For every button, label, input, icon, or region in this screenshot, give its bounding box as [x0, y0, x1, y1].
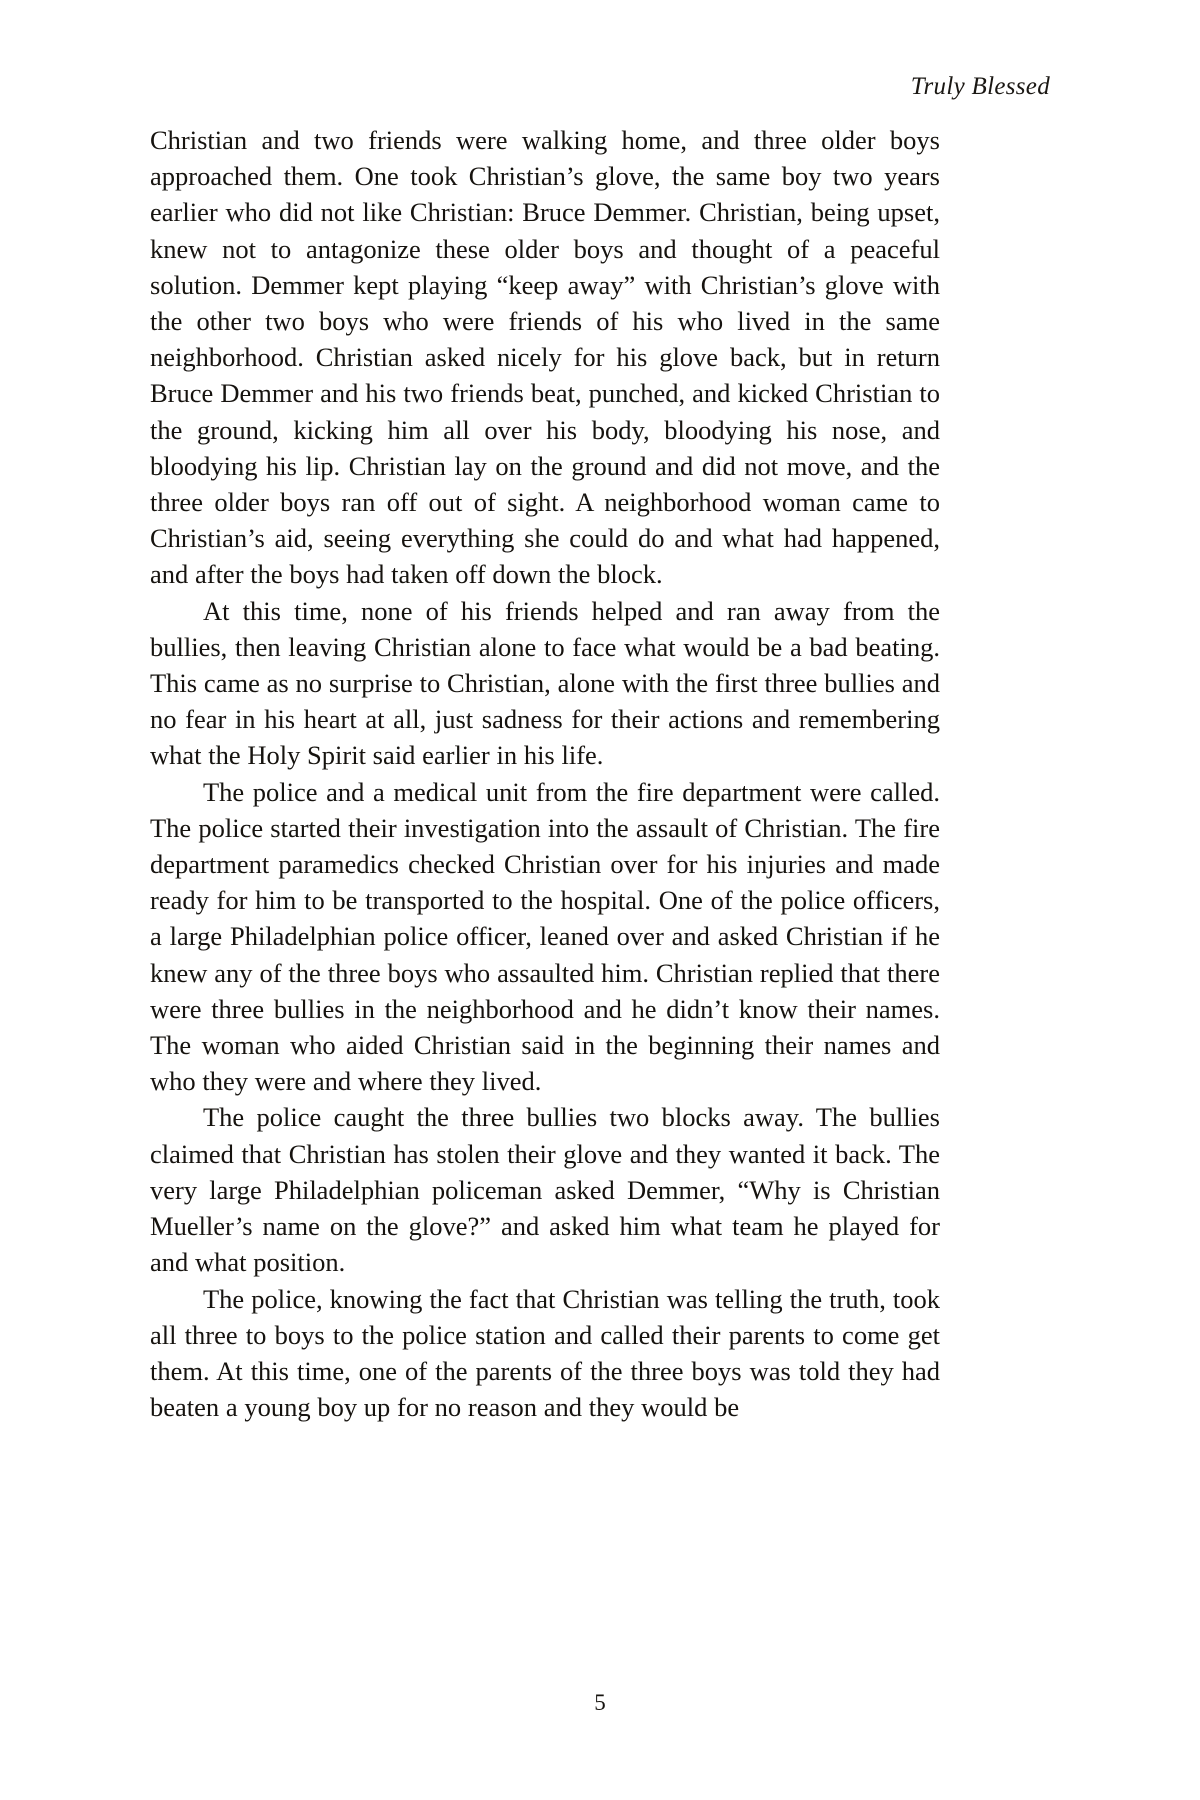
paragraph-1: Christian and two friends were walking home, and three older boys approached them. One took Christian’s glove, the same boy two years earlier who did not like Christian: Bruce Demmer. Christian, being upset, knew not to antagonize these older boys and thought of a peaceful solution. Demmer kept playing “keep away” with Christian’s glove with the other two boys who were friends of his who lived in the same neighborhood. Christian asked nicely for his glove back, but in return Bruce Demmer and his two friends beat, punched, and kicked Christian to the ground, kicking him all over his body, bloodying his nose, and bloodying his lip. Christian lay on the ground and did not move, and the three older boys ran off out of sight. A neighborhood woman came to Christian’s aid, seeing everything she could do and what had happened, and after the boys had taken off down the block.	[150, 125, 940, 590]
body-text-block	[150, 122, 940, 1425]
paragraph-5: The police, knowing the fact that Christian was telling the truth, took all three to boys to the police station and called their parents to come get them. At this time, one of the parents of the three boys was told they had beaten a young boy up for no reason and they would be	[150, 1283, 940, 1423]
page-number: 5	[594, 1690, 606, 1715]
paragraph-2: At this time, none of his friends helped and ran away from the bullies, then leaving Christian alone to face what would be a bad beating. This came as no surprise to Christian, alone with the first three bullies and no fear in his heart at all, just sadness for their actions and remembering what the Holy Spirit said earlier in his life.	[150, 595, 940, 771]
running-head: Truly Blessed	[910, 73, 1050, 100]
paragraph-3: The police and a medical unit from the fire department were called. The police started their investigation into the assault of Christian. The fire department paramedics checked Christian over for his injuries and made ready for him to be transported to the hospital. One of the police officers, a large Philadelphian police officer, leaned over and asked Christian if he knew any of the three boys who assaulted him. Christian replied that there were three bullies in the neighborhood and he didn’t know their names. The woman who aided Christian said in the beginning their names and who they were and where they lived.	[150, 776, 940, 1097]
paragraph-4: The police caught the three bullies two blocks away. The bullies claimed that Christian has stolen their glove and they wanted it back. The very large Philadelphian policeman asked Demmer, “Why is Christian Mueller’s name on the glove?” and asked him what team he played for and what position.	[150, 1102, 940, 1278]
